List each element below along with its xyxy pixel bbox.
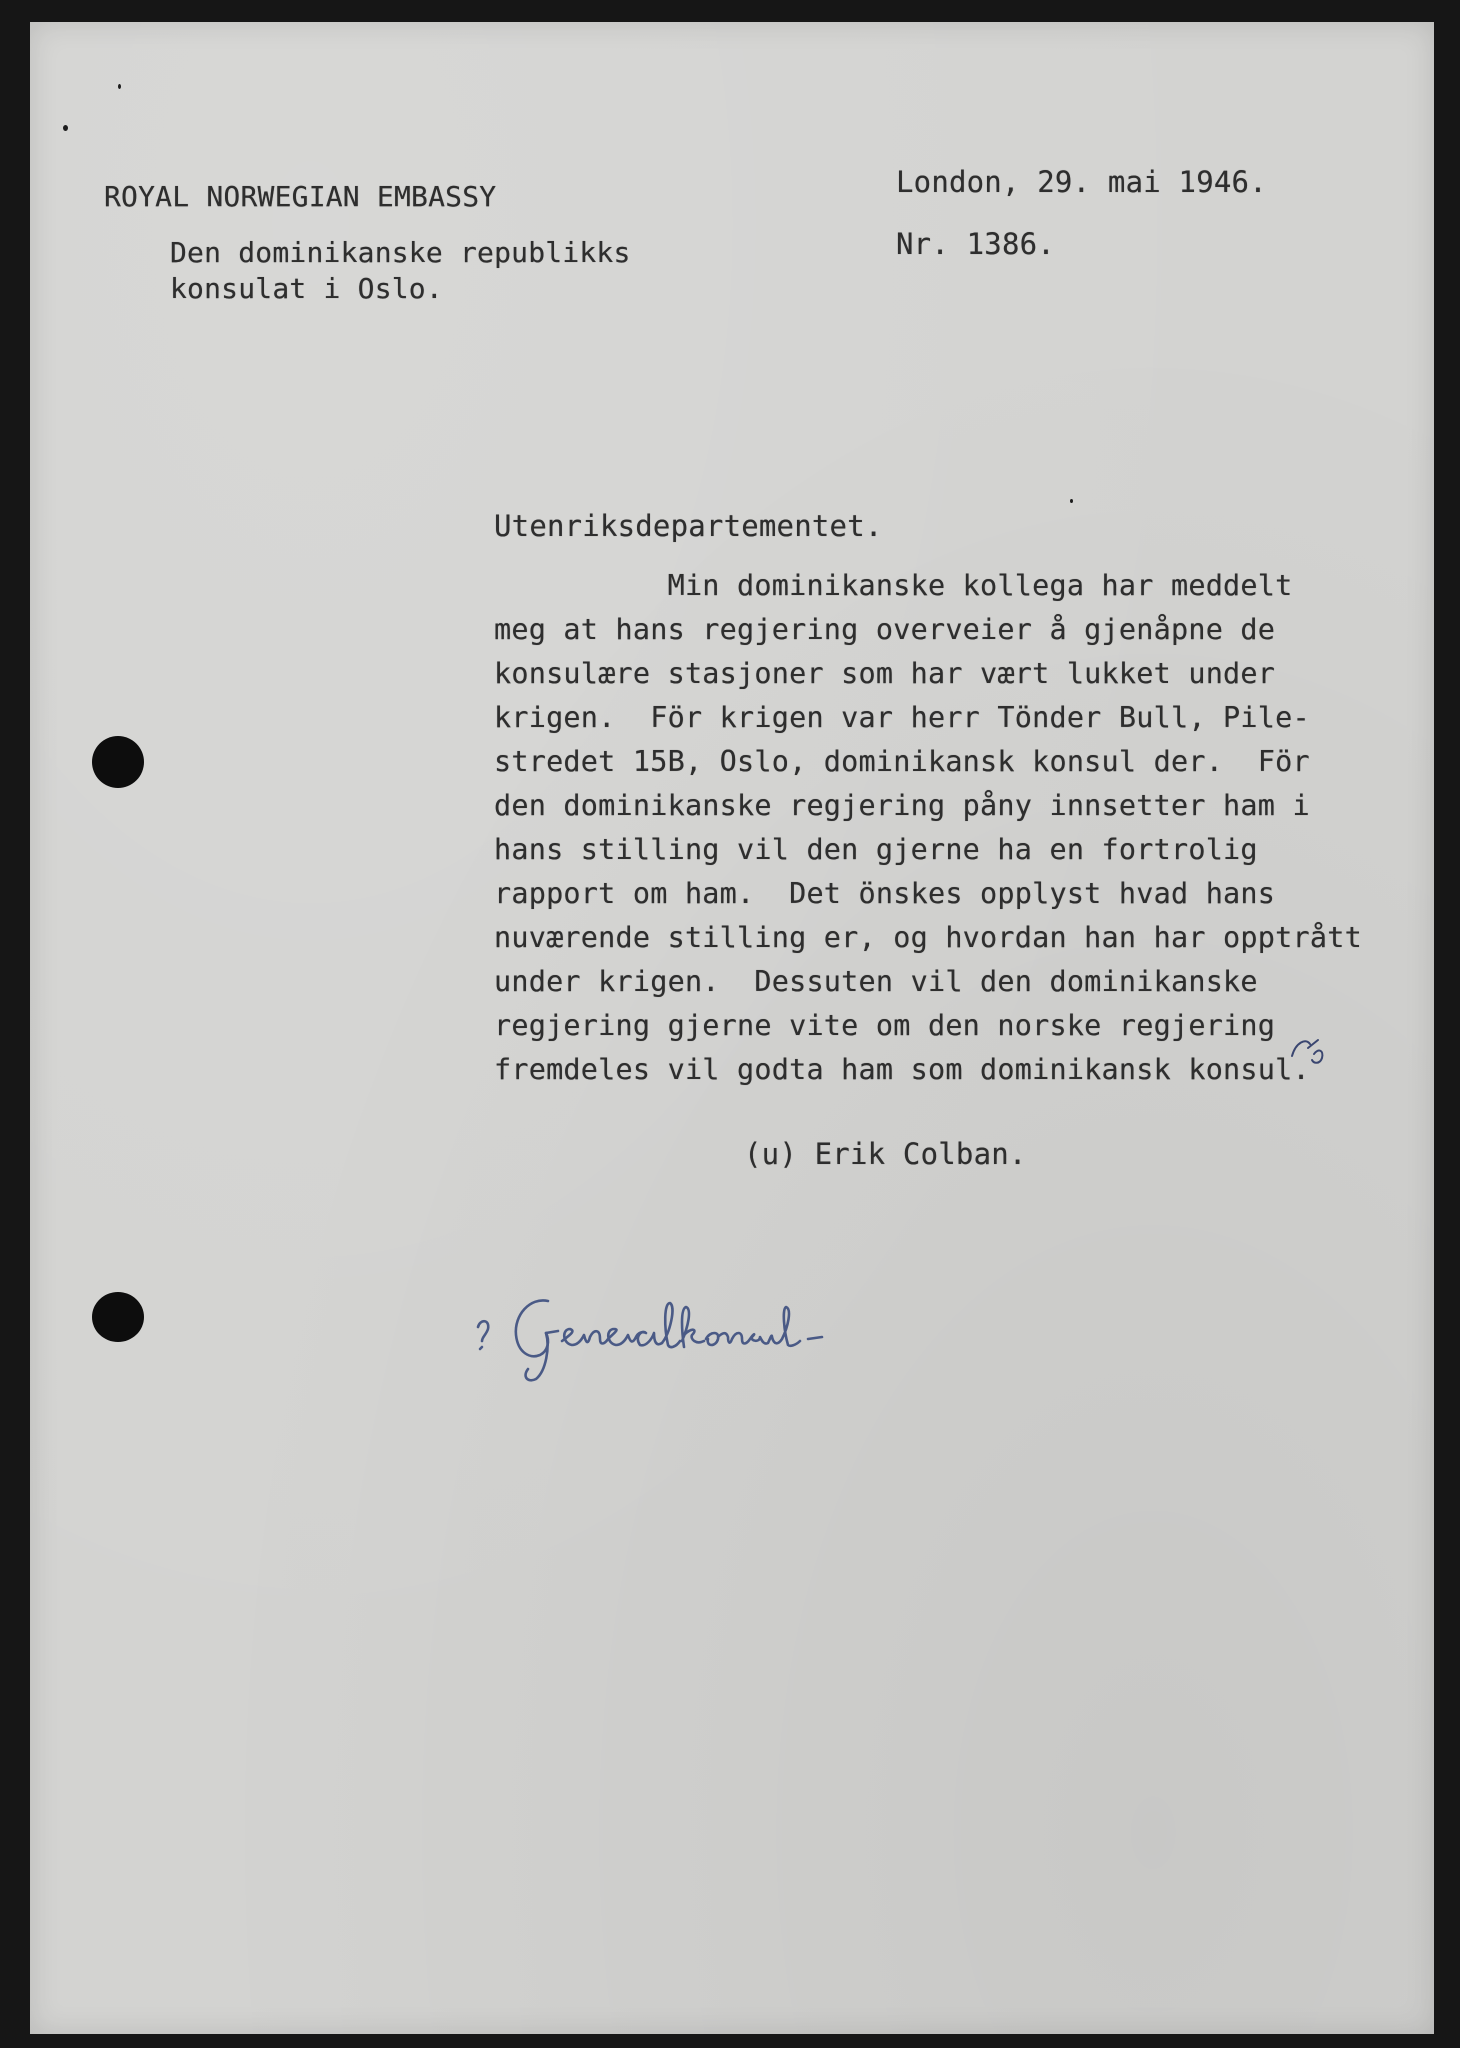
recipient-line: Den dominikanske republikks [170,236,631,269]
letter-date: London, 29. mai 1946. [896,165,1267,199]
reference-number: Nr. 1386. [896,227,1055,261]
handwritten-note-drawing [470,1287,930,1387]
ink-speck [63,125,68,131]
handwritten-note [470,1287,930,1387]
punch-hole [92,736,144,788]
ink-speck [118,84,121,89]
signature: (u) Erik Colban. [744,1137,1027,1171]
letter-page [30,22,1434,2034]
letter-body: Min dominikanske kollega har meddelt meg at hans regjering overveier å gjenåpne de konsulære stasjoner som har vært lukket under krigen. För krigen var herr Tönder Bull, Pile- stredet 15B, Oslo, dominikansk konsul der. För den dominikanske regjering påny innsetter ham i hans stilling vil den gjerne ha en fortrolig rapport om ham. Det önskes opplyst hvad hans nuværende stilling er, og hvordan han har opptrått under krigen. Dessuten vil den dominikanske regjering gjerne vite om den norske regjering fremdeles vil godta ham som dominikansk konsul. [494,569,1362,1086]
recipient-block [170,235,631,307]
punch-hole [92,1292,144,1342]
handwritten-mark-icon [1288,1034,1328,1070]
sender-heading: ROYAL NORWEGIAN EMBASSY [104,180,497,213]
recipient-line: konsulat i Oslo. [170,272,443,305]
handwritten-note-text [474,1287,475,1288]
addressee: Utenriksdepartementet. [494,509,883,543]
ink-speck [1070,499,1073,503]
